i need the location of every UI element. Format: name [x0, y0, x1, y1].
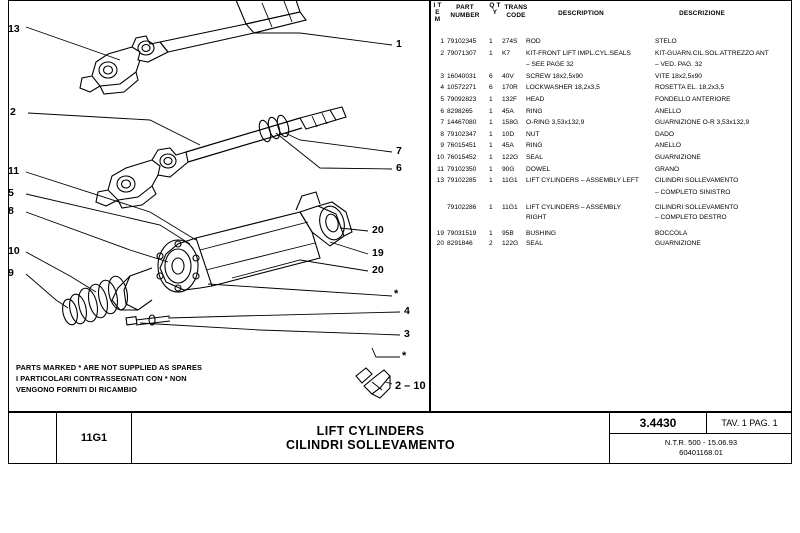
ntr-line-1: N.T.R. 500 - 15.06.93 — [664, 437, 738, 447]
table-row — [433, 50, 790, 62]
cell-trans: 10D — [502, 130, 515, 138]
cell-item: 13 — [436, 177, 444, 185]
cell-qty: 1 — [489, 229, 493, 237]
cell-desc: KIT-FRONT LIFT IMPL.CYL.SEALS — [526, 49, 631, 57]
cell-qty: 2 — [489, 239, 493, 247]
cell-trans: 40V — [502, 72, 514, 80]
cell-item: 11 — [437, 165, 444, 173]
cell-descr: GUARNIZIONE — [655, 239, 701, 247]
reference-callout-2-10: 2 – 10 — [395, 380, 426, 392]
cell-trans: 274S — [502, 38, 518, 45]
table-row — [433, 240, 790, 252]
header-trans-code: TRANS CODE — [504, 4, 528, 20]
drawing-number: 3.4430 — [639, 415, 677, 430]
drawing-number-row — [610, 412, 792, 434]
cell-trans: 90G — [502, 165, 515, 173]
note-line-2: I PARTICOLARI CONTRASSEGNATI CON * NON — [16, 374, 187, 384]
cell-item: 3 — [440, 72, 444, 80]
table-row — [433, 38, 790, 50]
cell-descr: GRANO — [655, 165, 680, 173]
cell-qty: 1 — [489, 165, 493, 173]
cell-qty: 1 — [489, 142, 493, 150]
cell-trans: 11G1 — [502, 204, 518, 212]
callout-1: 1 — [396, 38, 402, 50]
callout-5: 5 — [8, 187, 14, 199]
cell-part: 14467080 — [447, 119, 477, 127]
cell-trans: 45A — [502, 107, 514, 115]
cell-item: 20 — [436, 239, 444, 247]
callout-13: 13 — [8, 23, 20, 35]
asterisk-marker-lower: * — [402, 350, 407, 362]
cell-item: 19 — [436, 229, 444, 237]
cell-qty: 1 — [489, 119, 493, 127]
table-row — [433, 226, 790, 240]
header-descrizione: DESCRIZIONE — [679, 10, 725, 17]
callout-9: 9 — [8, 267, 14, 279]
cell-descr: KIT-GUARN.CIL.SOL.ATTREZZO ANT — [655, 49, 769, 57]
callout-4: 4 — [404, 305, 410, 317]
cell-qty: 1 — [489, 153, 493, 161]
cell-part: 8291846 — [447, 239, 473, 247]
cell-item: 4 — [440, 84, 444, 92]
table-header — [433, 2, 790, 32]
table-row — [433, 166, 790, 178]
cell-part: 79102286 — [447, 204, 477, 212]
cell-part: 16040031 — [447, 72, 477, 80]
header-description: DESCRIPTION — [558, 10, 604, 17]
callout-20-lower: 20 — [372, 264, 384, 276]
cell-part: 79031519 — [447, 229, 477, 237]
group-code: 11G1 — [56, 412, 132, 464]
callout-10: 10 — [8, 245, 20, 257]
cell-part: 79102345 — [447, 38, 477, 45]
cell-qty: 1 — [489, 130, 493, 138]
cell-item: 8 — [440, 130, 444, 138]
cell-trans: 170R — [502, 84, 518, 92]
cell-desc: DOWEL — [526, 165, 551, 173]
cell-descr: – COMPLETO SINISTRO — [655, 188, 731, 196]
spares-note — [16, 362, 226, 395]
table-row — [433, 73, 790, 85]
cell-trans: K7 — [502, 49, 511, 57]
table-row — [433, 119, 790, 131]
callout-11: 11 — [8, 165, 20, 177]
cell-item: 9 — [440, 142, 444, 150]
table-row — [433, 200, 790, 214]
cell-trans: 11G1 — [502, 177, 518, 185]
cell-part: 10572271 — [447, 84, 477, 92]
cell-trans: 122G — [502, 239, 519, 247]
cell-descr: VITE 18x2,5x90 — [655, 72, 702, 80]
callout-7: 7 — [396, 145, 402, 157]
cell-desc: SEAL — [526, 239, 543, 247]
cell-descr: CILINDRI SOLLEVAMENTO — [655, 204, 739, 212]
cell-desc: ROD — [526, 38, 541, 45]
cell-item: 2 — [440, 49, 444, 57]
cell-trans: 45A — [502, 142, 514, 150]
cell-descr: ROSETTA EL. 18,2x3,5 — [655, 84, 725, 92]
cell-item: 6 — [440, 107, 444, 115]
table-row — [433, 131, 790, 143]
table-row — [433, 214, 790, 226]
cell-qty: 1 — [489, 177, 493, 185]
table-row — [433, 61, 790, 73]
cell-descr: STELO — [655, 38, 677, 45]
title-block-right — [609, 412, 792, 464]
tav-pag: TAV. 1 PAG. 1 — [706, 412, 792, 433]
cell-desc: O-RING 3,53x132,9 — [526, 119, 585, 127]
cell-qty: 1 — [489, 95, 493, 103]
cell-desc: LIFT CYLINDERS – ASSEMBLY — [526, 204, 622, 212]
header-qty: Q T Y — [489, 2, 501, 17]
cell-desc: NUT — [526, 130, 540, 138]
callout-3: 3 — [404, 328, 410, 340]
cell-qty: 6 — [489, 84, 493, 92]
callout-20-upper: 20 — [372, 224, 384, 236]
title-block-titles — [132, 412, 609, 464]
callout-8: 8 — [8, 205, 14, 217]
cell-desc: – SEE PAGE 32 — [526, 61, 574, 69]
cell-desc: RING — [526, 107, 543, 115]
cell-descr: – VED. PAG. 32 — [655, 61, 703, 69]
cell-descr: ANELLO — [655, 107, 682, 115]
cell-qty: 1 — [489, 204, 493, 212]
ntr-info — [610, 434, 792, 462]
cell-part: 79071307 — [447, 49, 477, 57]
parts-table — [433, 2, 790, 407]
cell-part: 76015452 — [447, 153, 477, 161]
cell-item: 10 — [436, 153, 444, 161]
table-row — [433, 84, 790, 96]
cell-descr: FONDELLO ANTERIORE — [655, 95, 731, 103]
title-en: LIFT CYLINDERS — [316, 424, 425, 438]
cell-descr: ANELLO — [655, 142, 682, 150]
cell-part: 79102347 — [447, 130, 477, 138]
callout-2: 2 — [10, 106, 16, 118]
note-line-3: VENGONO FORNITI DI RICAMBIO — [16, 385, 137, 395]
cell-item: 7 — [440, 119, 444, 127]
cell-desc: LIFT CYLINDERS – ASSEMBLY LEFT — [526, 177, 639, 185]
cell-trans: 158G — [502, 119, 519, 127]
table-row — [433, 96, 790, 108]
title-block-left-empty — [8, 412, 56, 464]
cell-part: 79102285 — [447, 177, 477, 185]
cell-desc: SEAL — [526, 153, 543, 161]
cell-descr: GUARNIZIONE O-R 3,53x132,9 — [655, 119, 750, 127]
cell-part: 79092823 — [447, 95, 477, 103]
cell-part: 79102350 — [447, 165, 477, 173]
header-item: I T E M — [433, 2, 442, 24]
cell-part: 8298265 — [447, 107, 473, 115]
cell-descr: – COMPLETO DESTRO — [655, 214, 727, 222]
callout-6: 6 — [396, 162, 402, 174]
cell-trans: 132F — [502, 95, 518, 103]
asterisk-marker-upper: * — [394, 288, 399, 300]
cell-item: 1 — [440, 38, 444, 45]
cell-desc: BUSHING — [526, 229, 557, 237]
table-row — [433, 177, 790, 189]
cell-desc: SCREW 18x2,5x90 — [526, 72, 583, 80]
cell-desc: RING — [526, 142, 543, 150]
note-line-1: PARTS MARKED * ARE NOT SUPPLIED AS SPARES — [16, 363, 203, 372]
cell-qty: 6 — [489, 72, 493, 80]
cell-qty: 1 — [489, 49, 493, 57]
table-row — [433, 189, 790, 201]
cell-descr: CILINDRI SOLLEVAMENTO — [655, 177, 739, 185]
title-it: CILINDRI SOLLEVAMENTO — [285, 438, 456, 452]
header-part-number: PART NUMBER — [450, 4, 480, 20]
table-row — [433, 154, 790, 166]
table-row — [433, 142, 790, 154]
cell-descr: BOCCOLA — [655, 229, 688, 237]
callout-19: 19 — [372, 247, 384, 259]
cell-desc: RIGHT — [526, 214, 547, 222]
cell-qty: 1 — [489, 107, 493, 115]
cell-desc: LOCKWASHER 18,2x3,5 — [526, 84, 600, 92]
table-row — [433, 108, 790, 120]
cell-part: 76015451 — [447, 142, 477, 150]
cell-qty: 1 — [489, 38, 493, 45]
cell-trans: 95B — [502, 229, 514, 237]
cell-desc: HEAD — [526, 95, 545, 103]
cell-item: 5 — [440, 95, 444, 103]
ntr-line-2: 60401168.01 — [679, 448, 723, 457]
cell-descr: GUARNIZIONE — [655, 153, 701, 161]
cell-trans: 122G — [502, 153, 519, 161]
cell-descr: DADO — [655, 130, 675, 138]
